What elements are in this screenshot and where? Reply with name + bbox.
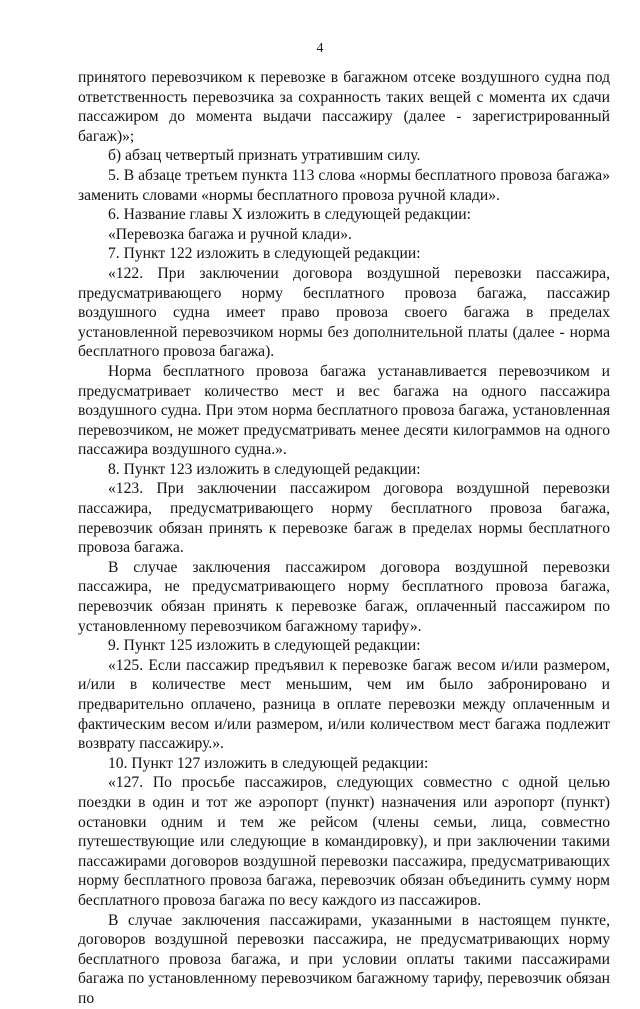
paragraph-item-9: 9. Пункт 125 изложить в следующей редакции: <box>108 637 421 655</box>
paragraph-continuation: принятого перевозчиком к перевозке в багажном отсеке воздушного судна под ответственность перевозчика за сохранность таких вещей с момента их сдачи пассажиром до момента выдачи пассажиру (далее - зарегистрированный багаж)»; <box>78 69 610 145</box>
page-number: 4 <box>316 41 324 56</box>
paragraph-item-7: 7. Пункт 122 изложить в следующей редакции: <box>108 245 421 263</box>
paragraph-clause-123: «123. При заключении пассажиром договора воздушной перевозки пассажира, предусматривающего норму бесплатного провоза багажа, перевозчик обязан принять к перевозке багаж в пределах нормы бесплатного провоза багажа. <box>78 480 610 557</box>
paragraph-clause-123-case: В случае заключения пассажиром договора воздушной перевозки пассажира, не предусматривающего норму бесплатного провоза багажа, перевозчик обязан принять к перевозке багаж, оплаченный пассажиром по установленному перевозчиком багажному тарифу». <box>78 558 610 635</box>
paragraph-clause-122: «122. При заключении договора воздушной перевозки пассажира, предусматривающего норму бесплатного провоза багажа, пассажир воздушного судна имеет право провоза своего багажа в пределах установленной перевозчиком нормы без дополнительной платы (далее - норма бесплатного провоза багажа). <box>78 264 610 361</box>
paragraph-clause-122-norm: Норма бесплатного провоза багажа устанавливается перевозчиком и предусматривает количество мест и вес багажа на одного пассажира воздушного судна. При этом норма бесплатного провоза багажа, установленная перевозчиком, не может предусматривать менее десяти килограммов на одного пассажира воздушного судна.». <box>78 362 610 459</box>
paragraph-chapter-title: «Перевозка багажа и ручной клади». <box>108 225 352 243</box>
paragraph-item-5: 5. В абзаце третьем пункта 113 слова «нормы бесплатного провоза багажа» заменить словами «нормы бесплатного провоза ручной клади». <box>78 166 610 204</box>
paragraph-item-8: 8. Пункт 123 изложить в следующей редакции: <box>108 460 421 478</box>
document-body <box>78 68 610 1009</box>
paragraph-clause-125: «125. Если пассажир предъявил к перевозке багаж весом и/или размером, и/или в количестве мест меньшим, чем им было забронировано и предварительно оплачено, разница в оплате перевозки между оплаченным и фактическим весом и/или размером, и/или количеством мест багажа подлежит возврату пассажиру.». <box>78 656 610 753</box>
paragraph-item-10: 10. Пункт 127 изложить в следующей редакции: <box>108 754 429 772</box>
paragraph-item-b: б) абзац четвертый признать утратившим силу. <box>108 147 421 165</box>
paragraph-clause-127: «127. По просьбе пассажиров, следующих совместно с одной целью поездки в один и тот же аэропорт (пункт) назначения или аэропорт (пункт) остановки одним и тем же рейсом (члены семьи, лица, совместно путешествующие или следующие в командировку), и при заключении такими пассажирами договоров воздушной перевозки пассажира, предусматривающих норму бесплатного провоза багажа, перевозчик обязан объединить сумму норм бесплатного провоза багажа по весу каждого из пассажиров. <box>78 774 610 909</box>
paragraph-clause-127-case: В случае заключения пассажирами, указанными в настоящем пункте, договоров воздушной перевозки пассажира, не предусматривающих норму бесплатного провоза багажа, и при условии оплаты такими пассажирами багажа по установленному перевозчиком багажному тарифу, перевозчик обязан по <box>78 911 610 1007</box>
paragraph-item-6: 6. Название главы X изложить в следующей редакции: <box>108 206 471 224</box>
